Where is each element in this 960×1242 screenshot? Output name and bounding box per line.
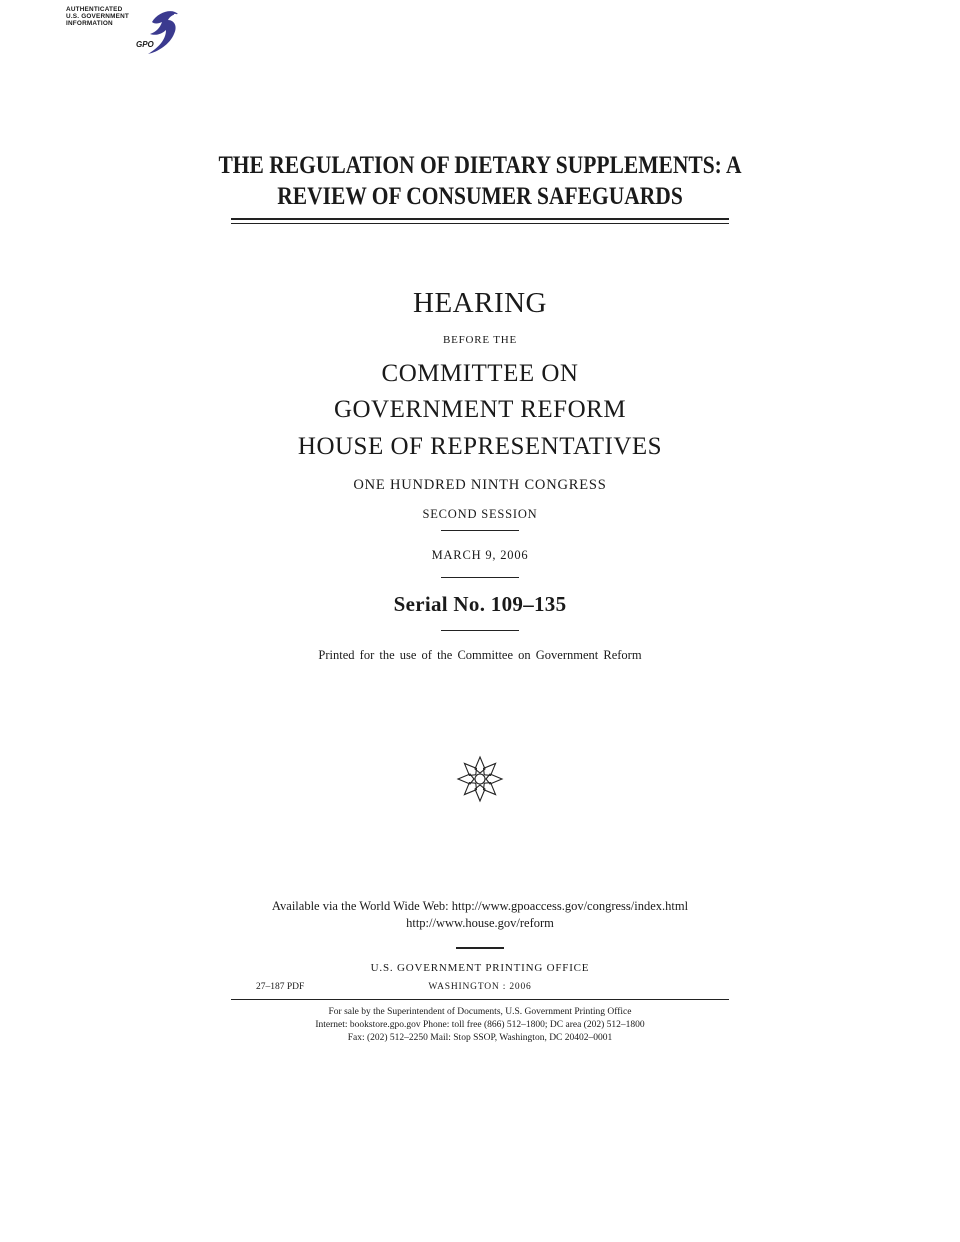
sale-line-1: For sale by the Superintendent of Documents, U.S. Government Printing Office [328,1007,632,1017]
printing-office-name: U.S. GOVERNMENT PRINTING OFFICE [370,962,590,974]
sale-line-2: Internet: bookstore.gpo.gov Phone: toll free (866) 512–1800; DC area (202) 512–1800 [315,1020,645,1030]
committee-name [0,356,960,428]
divider-rule [441,630,519,631]
house-name: HOUSE OF REPRESENTATIVES [297,433,663,460]
gpo-authenticated-logo [66,6,186,58]
divider-rule [441,530,519,531]
before-the-text: BEFORE THE [442,334,518,346]
committee-line-1: COMMITTEE ON [381,360,579,387]
availability-line-1: Available via the World Wide Web: http://www.gpoaccess.gov/congress/index.html [271,899,689,913]
serial-number: Serial No. 109–135 [393,592,567,616]
availability-line-2: http://www.house.gov/reform [406,916,554,930]
place-and-year: WASHINGTON : 2006 [428,982,532,992]
title-line-1: THE REGULATION OF DIETARY SUPPLEMENTS: A [218,152,742,179]
sale-information [0,1006,960,1045]
footer-rule [231,999,729,1000]
document-title [67,150,893,212]
logo-line-1: AUTHENTICATED [66,6,123,13]
logo-gpo-mark: GPO [136,40,154,49]
session-text: SECOND SESSION [422,507,538,521]
gpo-star-seal-icon [455,754,505,804]
divider-rule-thick [456,947,504,949]
hearing-heading: HEARING [413,287,547,319]
title-line-2: REVIEW OF CONSUMER SAFEGUARDS [277,183,683,210]
logo-line-3: INFORMATION [66,20,113,27]
logo-line-2: U.S. GOVERNMENT [66,13,130,20]
pdf-number: 27–187 PDF [256,982,305,992]
logo-text [66,6,129,27]
printed-for-text: Printed for the use of the Committee on Government Reform [318,648,642,662]
hearing-date: MARCH 9, 2006 [431,548,529,562]
congress-text: ONE HUNDRED NINTH CONGRESS [353,477,607,493]
availability-info [0,898,960,932]
committee-line-2: GOVERNMENT REFORM [333,396,627,423]
sale-line-3: Fax: (202) 512–2250 Mail: Stop SSOP, Washington, DC 20402–0001 [347,1033,613,1043]
divider-rule [441,577,519,578]
title-double-rule [231,218,729,224]
